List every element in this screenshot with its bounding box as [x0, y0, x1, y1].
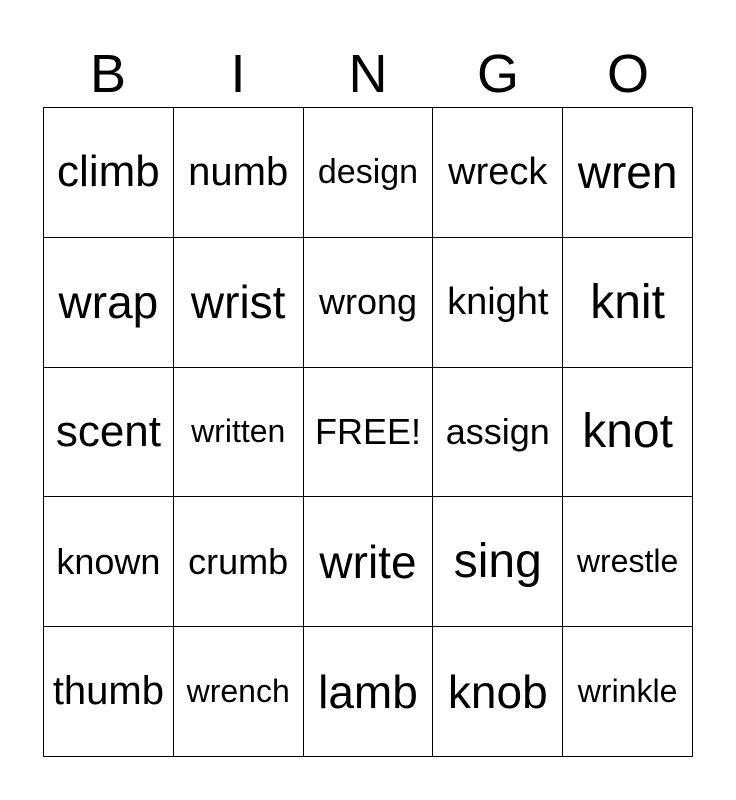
bingo-cell[interactable]: scent	[44, 368, 174, 498]
bingo-cell[interactable]: knight	[433, 238, 563, 368]
header-letter-o: O	[606, 44, 649, 104]
bingo-cell[interactable]: wrong	[304, 238, 434, 368]
bingo-cell[interactable]: wrist	[174, 238, 304, 368]
bingo-cell[interactable]: thumb	[44, 627, 174, 757]
bingo-cell[interactable]: wrench	[174, 627, 304, 757]
header-letter-n: N	[348, 44, 388, 104]
bingo-cell[interactable]: wren	[563, 108, 693, 238]
bingo-cell[interactable]: knit	[563, 238, 693, 368]
bingo-cell[interactable]: climb	[44, 108, 174, 238]
bingo-cell[interactable]: write	[304, 497, 434, 627]
bingo-cell[interactable]: numb	[174, 108, 304, 238]
bingo-card-grid	[43, 107, 693, 757]
header-letter-b: B	[89, 44, 127, 104]
header-letter-i: I	[230, 44, 246, 104]
bingo-cell[interactable]: crumb	[174, 497, 304, 627]
bingo-cell[interactable]: assign	[433, 368, 563, 498]
bingo-cell[interactable]: known	[44, 497, 174, 627]
bingo-cell[interactable]: wrap	[44, 238, 174, 368]
bingo-cell[interactable]: wrestle	[563, 497, 693, 627]
bingo-cell[interactable]: wreck	[433, 108, 563, 238]
header-letter-g: G	[476, 44, 519, 104]
free-space-cell[interactable]: FREE!	[304, 368, 434, 498]
bingo-cell[interactable]: lamb	[304, 627, 434, 757]
bingo-header	[43, 40, 693, 108]
bingo-cell[interactable]: design	[304, 108, 434, 238]
bingo-cell[interactable]: knot	[563, 368, 693, 498]
bingo-cell[interactable]: knob	[433, 627, 563, 757]
bingo-cell[interactable]: written	[174, 368, 304, 498]
bingo-cell[interactable]: wrinkle	[563, 627, 693, 757]
bingo-cell[interactable]: sing	[433, 497, 563, 627]
